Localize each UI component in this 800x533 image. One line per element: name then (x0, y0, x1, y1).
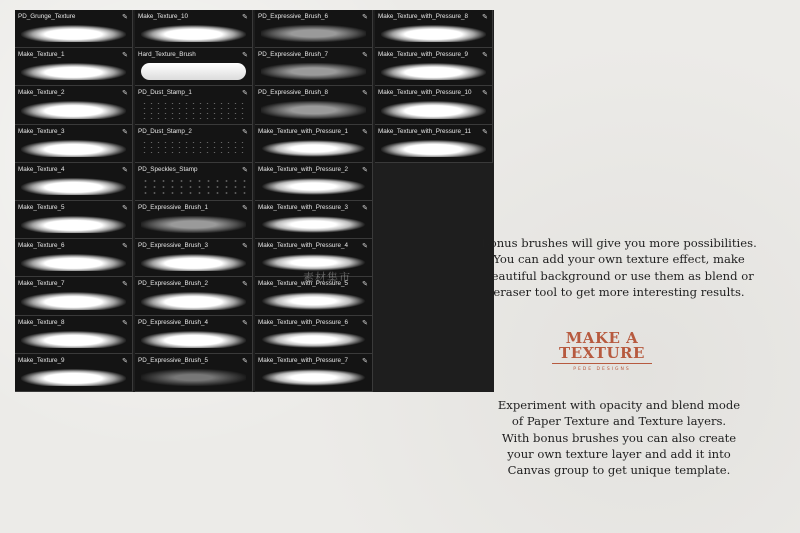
brush-item[interactable] (255, 201, 373, 239)
brush-item[interactable] (255, 86, 373, 124)
experiment-text-line: your own texture layer and add it into (507, 446, 731, 461)
pencil-icon: ✎ (122, 242, 128, 251)
pencil-icon: ✎ (122, 280, 128, 289)
brush-name: Make_Texture_8 (18, 318, 65, 326)
pencil-icon: ✎ (242, 13, 248, 21)
logo-line-1: MAKE A (565, 329, 639, 347)
brush-name: Make_Texture_2 (18, 89, 65, 97)
pencil-icon: ✎ (242, 318, 248, 327)
brush-item[interactable] (15, 277, 133, 315)
brush-item[interactable] (255, 316, 373, 354)
brush-item[interactable] (375, 125, 493, 163)
brush-name: PD_Expressive_Brush_1 (138, 203, 209, 211)
brush-stroke-preview (261, 331, 366, 348)
pencil-icon: ✎ (242, 51, 248, 60)
brush-name: PD_Expressive_Brush_8 (258, 89, 329, 97)
brush-stroke-preview (141, 101, 246, 118)
brush-stroke-preview (381, 101, 486, 118)
pencil-icon: ✎ (362, 89, 368, 98)
bonus-text-line: beautiful background or use them as blend or (484, 268, 754, 283)
pencil-icon: ✎ (122, 318, 128, 327)
make-a-texture-logo (552, 331, 652, 372)
brush-name: PD_Dust_Stamp_2 (138, 127, 192, 135)
brush-stroke-preview (141, 292, 246, 309)
brush-item[interactable] (375, 86, 493, 124)
pencil-icon: ✎ (242, 203, 248, 212)
brush-column-3 (255, 10, 373, 392)
experiment-text-line: of Paper Texture and Texture layers. (511, 414, 727, 429)
brush-name: PD_Expressive_Brush_7 (258, 51, 329, 59)
brush-item[interactable] (255, 239, 373, 277)
bonus-brushes-text (458, 235, 780, 300)
brush-stroke-preview (21, 369, 126, 386)
experiment-text-line: With bonus brushes you can also create (501, 430, 737, 445)
bonus-text-line: eraser tool to get more interesting results. (493, 284, 745, 299)
brush-stroke-preview (381, 25, 486, 42)
brush-name: Make_Texture_with_Pressure_7 (258, 356, 348, 364)
brush-item[interactable] (15, 86, 133, 124)
brush-stroke-preview (141, 140, 246, 157)
brush-name: Make_Texture_with_Pressure_1 (258, 127, 348, 135)
pencil-icon: ✎ (362, 127, 368, 136)
brush-name: PD_Speckles_Stamp (138, 165, 198, 173)
brush-stroke-preview (141, 25, 246, 42)
brush-name: Make_Texture_5 (18, 203, 65, 211)
brush-stroke-preview (141, 369, 246, 386)
pencil-icon: ✎ (482, 13, 488, 21)
brush-name: Make_Texture_with_Pressure_11 (378, 127, 471, 135)
brush-stroke-preview (261, 63, 366, 80)
brush-name: Make_Texture_with_Pressure_5 (258, 280, 348, 288)
brush-name: PD_Expressive_Brush_2 (138, 280, 209, 288)
pencil-icon: ✎ (122, 165, 128, 174)
brush-name: Make_Texture_with_Pressure_2 (258, 165, 348, 173)
pencil-icon: ✎ (362, 203, 368, 212)
brush-item[interactable] (375, 48, 493, 86)
pencil-icon: ✎ (122, 127, 128, 136)
brush-item[interactable] (135, 277, 253, 315)
brush-item[interactable] (15, 316, 133, 354)
brush-item[interactable] (255, 163, 373, 201)
brush-name: Make_Texture_7 (18, 280, 65, 288)
brush-stroke-preview (21, 292, 126, 309)
pencil-icon: ✎ (362, 280, 368, 289)
brush-name: Make_Texture_9 (18, 356, 65, 364)
experiment-text-line: Canvas group to get unique template. (507, 463, 731, 478)
brush-item[interactable] (135, 163, 253, 201)
pencil-icon: ✎ (122, 51, 128, 60)
logo-line-2: TEXTURE (552, 346, 652, 364)
pencil-icon: ✎ (242, 165, 248, 174)
brush-item[interactable] (135, 125, 253, 163)
brush-stroke-preview (261, 101, 366, 118)
brush-name: Make_Texture_with_Pressure_9 (378, 51, 468, 59)
brush-name: PD_Dust_Stamp_1 (138, 89, 192, 97)
brush-item[interactable] (15, 201, 133, 239)
brush-item[interactable] (135, 48, 253, 86)
brush-stroke-preview (141, 63, 246, 80)
pencil-icon: ✎ (362, 356, 368, 365)
brush-item[interactable] (255, 10, 373, 48)
brush-stroke-preview (261, 216, 366, 233)
brush-stroke-preview (141, 178, 246, 195)
pencil-icon: ✎ (362, 318, 368, 327)
brush-stroke-preview (21, 101, 126, 118)
brush-name: Hard_Texture_Brush (138, 51, 196, 59)
brush-item[interactable] (255, 354, 373, 392)
brush-item[interactable] (135, 316, 253, 354)
brush-stroke-preview (261, 254, 366, 271)
brush-name: Make_Texture_with_Pressure_6 (258, 318, 348, 326)
brush-library-panel (15, 10, 494, 392)
brush-name: Make_Texture_4 (18, 165, 65, 173)
brush-column-1 (15, 10, 133, 392)
experiment-text (460, 397, 778, 478)
brush-stroke-preview (21, 216, 126, 233)
brush-stroke-preview (141, 254, 246, 271)
brush-item[interactable] (135, 10, 253, 48)
brush-stroke-preview (21, 140, 126, 157)
brush-stroke-preview (21, 178, 126, 195)
brush-stroke-preview (21, 331, 126, 348)
brush-name: Make_Texture_with_Pressure_8 (378, 13, 468, 20)
brush-item[interactable] (135, 354, 253, 392)
pencil-icon: ✎ (242, 89, 248, 98)
brush-stroke-preview (261, 369, 366, 386)
brush-column-2 (135, 10, 253, 392)
brush-stroke-preview (261, 178, 366, 195)
pencil-icon: ✎ (362, 13, 368, 21)
brush-item[interactable] (15, 125, 133, 163)
pencil-icon: ✎ (242, 127, 248, 136)
brush-item[interactable] (255, 125, 373, 163)
brush-column-4 (375, 10, 493, 163)
brush-item[interactable] (15, 163, 133, 201)
pencil-icon: ✎ (362, 242, 368, 251)
pencil-icon: ✎ (482, 89, 488, 98)
brush-stroke-preview (261, 140, 366, 157)
pencil-icon: ✎ (242, 280, 248, 289)
brush-item[interactable] (255, 48, 373, 86)
brush-name: PD_Expressive_Brush_4 (138, 318, 209, 326)
bonus-text-line: Bonus brushes will give you more possibilities. (481, 236, 757, 250)
brush-stroke-preview (381, 140, 486, 157)
brush-item[interactable] (15, 239, 133, 277)
brush-stroke-preview (141, 331, 246, 348)
brush-item[interactable] (15, 10, 133, 48)
pencil-icon: ✎ (242, 356, 248, 365)
pencil-icon: ✎ (242, 242, 248, 251)
pencil-icon: ✎ (122, 203, 128, 212)
brush-name: Make_Texture_with_Pressure_4 (258, 242, 348, 250)
brush-name: Make_Texture_10 (138, 13, 189, 20)
brush-item[interactable] (15, 48, 133, 86)
experiment-text-line: Experiment with opacity and blend mode (497, 398, 741, 412)
brush-name: PD_Expressive_Brush_3 (138, 242, 209, 250)
brush-stroke-preview (261, 25, 366, 42)
brush-item[interactable] (135, 239, 253, 277)
brush-stroke-preview (21, 254, 126, 271)
brush-name: Make_Texture_with_Pressure_3 (258, 203, 348, 211)
brush-name: PD_Expressive_Brush_6 (258, 13, 329, 20)
logo-brand: PEDE DESIGNS (573, 367, 631, 372)
bonus-text-line: You can add your own texture effect, make (493, 252, 745, 267)
brush-stroke-preview (21, 63, 126, 80)
brush-name: Make_Texture_6 (18, 242, 65, 250)
brush-item[interactable] (135, 86, 253, 124)
brush-item[interactable] (375, 10, 493, 48)
brush-name: Make_Texture_with_Pressure_10 (378, 89, 472, 97)
brush-item[interactable] (135, 201, 253, 239)
brush-stroke-preview (141, 216, 246, 233)
pencil-icon: ✎ (362, 51, 368, 60)
brush-stroke-preview (261, 292, 366, 309)
brush-stroke-preview (381, 63, 486, 80)
brush-name: PD_Grunge_Texture (18, 13, 76, 20)
brush-name: Make_Texture_3 (18, 127, 65, 135)
pencil-icon: ✎ (362, 165, 368, 174)
pencil-icon: ✎ (482, 51, 488, 60)
brush-item[interactable] (255, 277, 373, 315)
brush-name: PD_Expressive_Brush_5 (138, 356, 209, 364)
brush-name: Make_Texture_1 (18, 51, 65, 59)
pencil-icon: ✎ (482, 127, 488, 136)
brush-stroke-preview (21, 25, 126, 42)
pencil-icon: ✎ (122, 89, 128, 98)
watermark: 素材集市 (303, 271, 351, 284)
pencil-icon: ✎ (122, 13, 128, 21)
pencil-icon: ✎ (122, 356, 128, 365)
brush-item[interactable] (15, 354, 133, 392)
